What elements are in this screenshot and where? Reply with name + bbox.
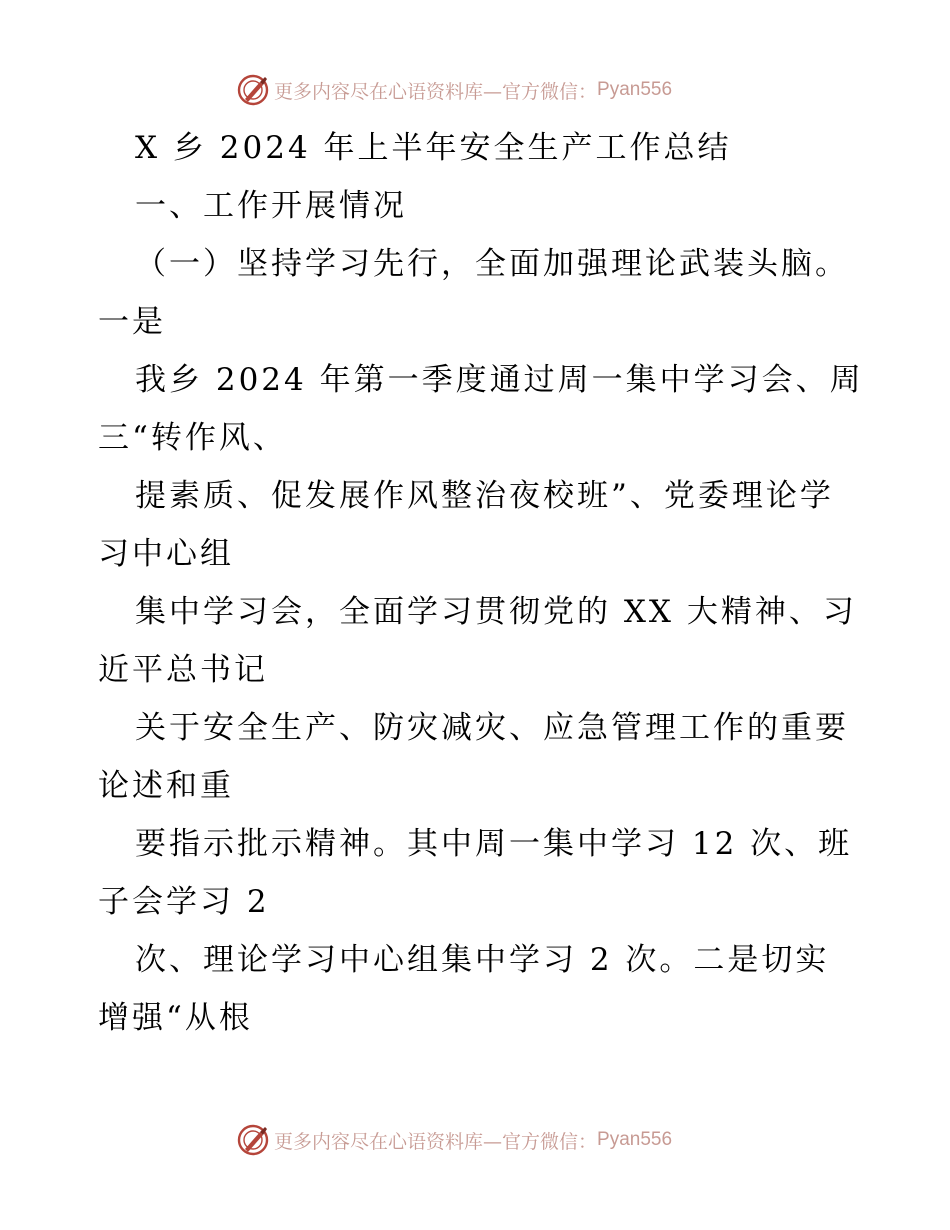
paragraph-line: 关于安全生产、防灾减灾、应急管理工作的重要 bbox=[135, 710, 849, 746]
paragraph-line: 次、理论学习中心组集中学习 2 次。二是切实 bbox=[135, 942, 830, 978]
paragraph-line: 近平总书记 bbox=[98, 652, 268, 688]
watermark-wechat-id: Pyan556 bbox=[597, 79, 673, 100]
pen-logo-icon bbox=[236, 1123, 270, 1157]
paragraph-line: 增强“从根 bbox=[98, 1000, 253, 1036]
watermark-footer bbox=[236, 1122, 672, 1158]
section-heading: 一、工作开展情况 bbox=[135, 188, 407, 224]
paragraph-line: 三“转作风、 bbox=[98, 420, 287, 456]
pen-logo-icon bbox=[236, 73, 270, 107]
paragraph-line: 习中心组 bbox=[98, 536, 234, 572]
paragraph-line: 论述和重 bbox=[98, 768, 234, 804]
paragraph-line: 集中学习会，全面学习贯彻党的 XX 大精神、习 bbox=[135, 594, 857, 630]
watermark-wechat-id: Pyan556 bbox=[597, 1129, 673, 1150]
watermark-header bbox=[236, 72, 672, 108]
watermark-text: 更多内容尽在心语资料库—官方微信： bbox=[274, 1130, 598, 1153]
document-title: X 乡 2024 年上半年安全生产工作总结 bbox=[135, 130, 732, 166]
paragraph-line: 要指示批示精神。其中周一集中学习 12 次、班 bbox=[135, 826, 853, 862]
paragraph-line: 子会学习 2 bbox=[98, 884, 270, 920]
watermark-text: 更多内容尽在心语资料库—官方微信： bbox=[274, 80, 598, 103]
paragraph-line: 提素质、促发展作风整治夜校班”、党委理论学 bbox=[135, 478, 834, 514]
paragraph-line: 一是 bbox=[98, 304, 166, 340]
paragraph-line: 我乡 2024 年第一季度通过周一集中学习会、周 bbox=[135, 362, 864, 398]
subsection-heading: （一）坚持学习先行，全面加强理论武装头脑。 bbox=[135, 246, 849, 282]
